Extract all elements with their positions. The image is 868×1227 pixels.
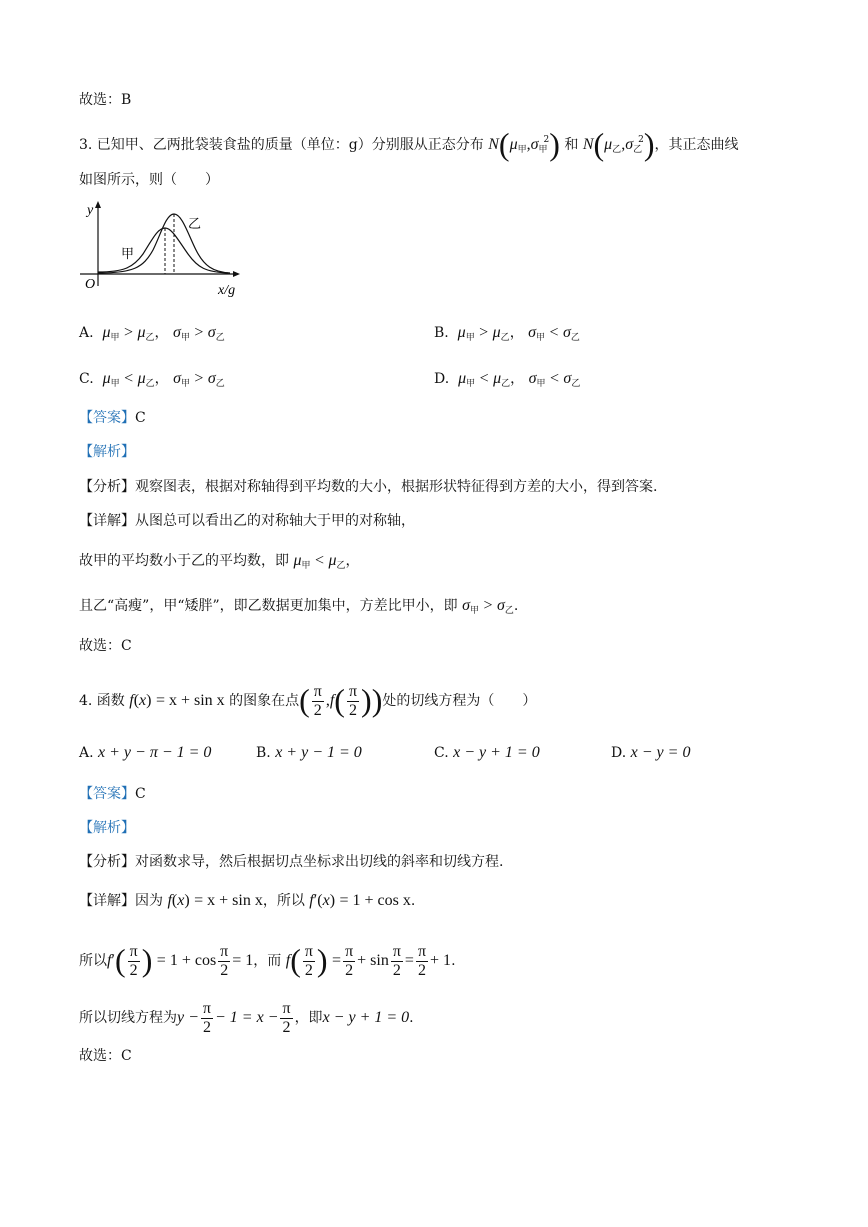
q4-option-d: D. x − y = 0 [611, 744, 691, 761]
curve-jia-label: 甲 [121, 246, 135, 261]
q4-analysis-tag: 【解析】 [79, 820, 135, 836]
q3-xiangjie: 【详解】从图总可以看出乙的对称轴大于甲的对称轴， [79, 513, 415, 529]
origin-label: O [85, 277, 96, 292]
q3-fenxi: 【分析】观察图表，根据对称轴得到平均数的大小，根据形状特征得到方差的大小，得到答案. [79, 479, 658, 495]
q4-fenxi: 【分析】对函数求导，然后根据切点坐标求出切线的斜率和切线方程. [79, 854, 504, 870]
q3-xiangjie-line3: 且乙“高瘦”，甲“矮胖”，即乙数据更加集中，方差比甲小，即 $\sigma_甲 > \sigma_乙$. [79, 597, 519, 616]
q4-conclusion: 故选：C [79, 1048, 132, 1064]
y-axis-arrow [95, 201, 101, 208]
previous-conclusion: 故选：B [79, 92, 132, 108]
x-axis-label: x/g [218, 283, 236, 298]
curve-yi-label: 乙 [188, 216, 202, 231]
q3-option-d: D. $\mu_甲 < \mu_乙$， $\sigma_甲 < \sigma_乙$ [434, 370, 581, 389]
y-axis-label: y [87, 203, 94, 218]
q3-conclusion: 故选：C [79, 638, 132, 654]
x-axis-arrow [233, 271, 240, 277]
q4-option-a: A. x + y − π − 1 = 0 [79, 744, 212, 761]
q3-stem-line2: 如图所示，则（ ） [79, 172, 219, 188]
q4-option-c: C. x − y + 1 = 0 [434, 744, 540, 761]
q4-xiangjie-line2: 所以f′( $\frac{\pi}{2}$ ) = 1 + cos $\frac{\pi}{2}$ = 1，而 f( $\frac{\pi}{2}$ ) = $\frac{\pi}{2}$ + sin $\frac{\pi}{2}$ = $\frac{\pi}{2}$ + 1. [79, 942, 456, 979]
q4-stem: 4. 函数 f(x) = x + sin x 的图象在点( $\frac{\pi}{2}$ ,f( $\frac{\pi}{2}$ ))处的切线方程为（ ） [79, 682, 537, 719]
q3-option-b: B. $\mu_甲 > \mu_乙$， $\sigma_甲 < \sigma_乙$ [434, 324, 580, 343]
q3-option-c: C. $\mu_甲 < \mu_乙$， $\sigma_甲 > \sigma_乙$ [79, 370, 225, 389]
normal-curves-figure [78, 198, 253, 298]
curve-yi [98, 214, 230, 273]
q3-answer: 【答案】C [79, 410, 146, 426]
q3-stem: 3. 已知甲、乙两批袋装食盐的质量（单位：g）分别服从正态分布 $N(\mu_甲,\sigma_甲^2)$ 和 $N(\mu_乙,\sigma_乙^2)$，其正态曲线 [79, 126, 739, 162]
q4-xiangjie: 【详解】因为 f(x) = x + sin x，所以 f′(x) = 1 + cos x. [79, 892, 416, 909]
q3-option-a: A. $\mu_甲 > \mu_乙$， $\sigma_甲 > \sigma_乙$ [79, 324, 225, 343]
q3-xiangjie-line2: 故甲的平均数小于乙的平均数，即 $\mu_甲 < \mu_乙$， [79, 552, 360, 571]
q4-answer: 【答案】C [79, 786, 146, 802]
q4-xiangjie-line3: 所以切线方程为y − $\frac{\pi}{2}$ − 1 = x − $\frac{\pi}{2}$ ，即x − y + 1 = 0. [79, 999, 414, 1036]
q4-option-b: B. x + y − 1 = 0 [256, 744, 362, 761]
q3-analysis-tag: 【解析】 [79, 444, 135, 460]
